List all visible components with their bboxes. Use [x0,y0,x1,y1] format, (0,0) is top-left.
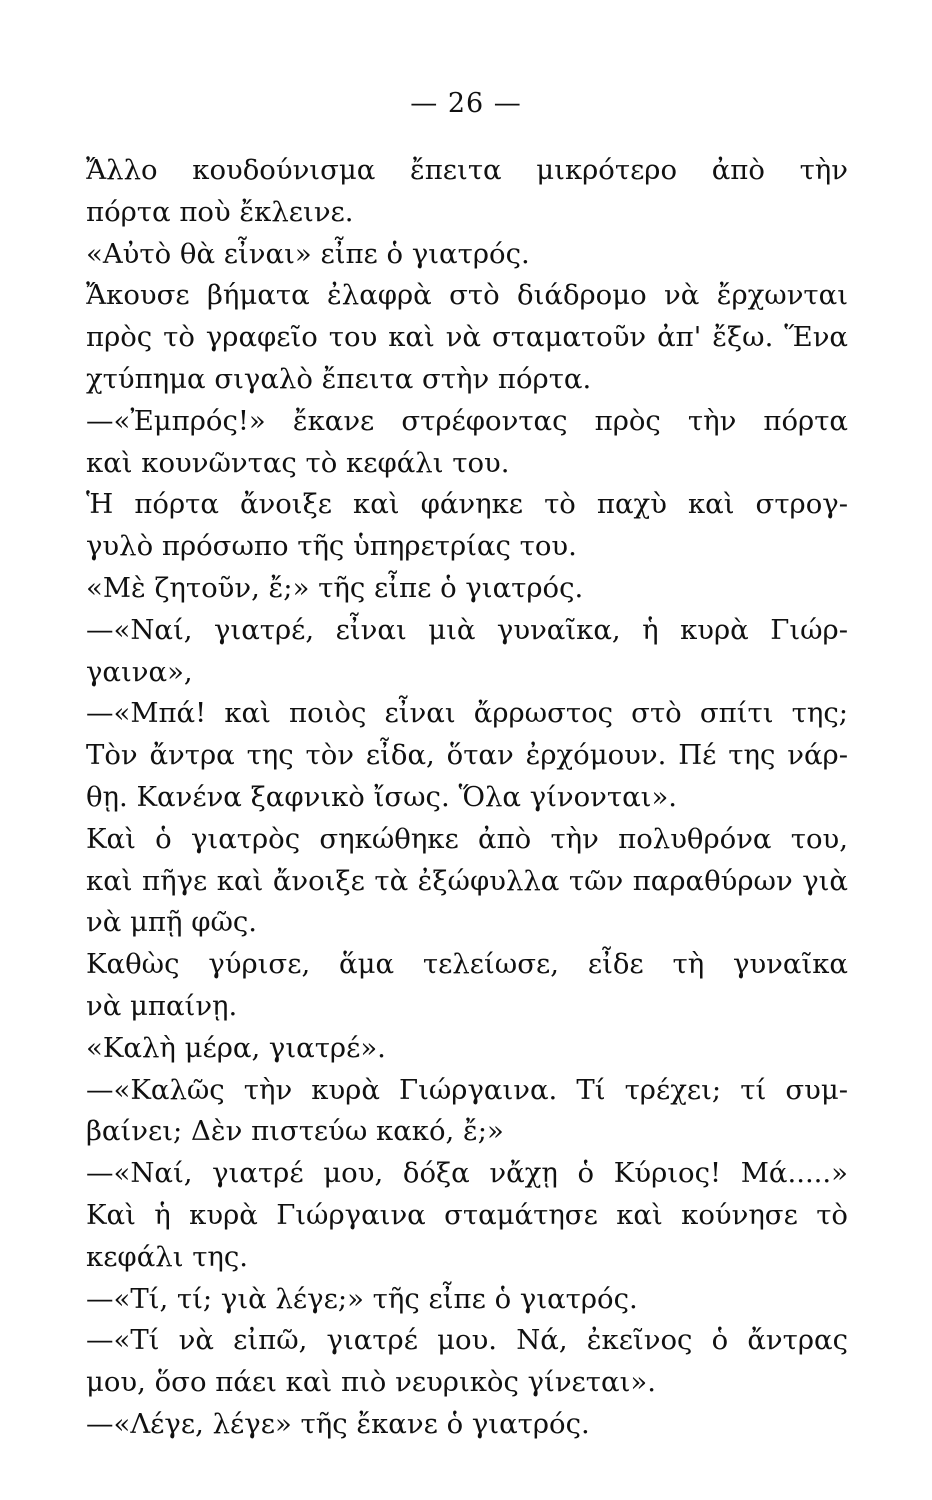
text-line: πρὸς τὸ γραφεῖο του καὶ νὰ σταματοῦν ἀπ' ἔξω. Ἕνα [86,321,848,354]
text-line: Ἡ πόρτα ἄνοιξε καὶ φάνηκε τὸ παχὺ καὶ στρογ- [86,488,848,521]
text-line: —«Καλῶς τὴν κυρὰ Γιώργαινα. Τί τρέχει; τί συμ- [86,1073,848,1106]
text-line: πόρτα ποὺ ἔκλεινε. [86,195,354,228]
text-line: καὶ πῆγε καὶ ἄνοιξε τὰ ἐξώφυλλα τῶν παραθύρων γιὰ [86,864,848,897]
text-line: —«Τί, τί; γιὰ λέγε;» τῆς εἶπε ὁ γιατρός. [86,1282,638,1315]
text-line: θῃ. Κανένα ξαφνικὸ ἴσως. Ὅλα γίνονται». [86,780,678,813]
text-line: —«Λέγε, λέγε» τῆς ἔκανε ὁ γιατρός. [86,1407,590,1440]
text-line: μου, ὅσο πάει καὶ πιὸ νευρικὸς γίνεται». [86,1366,656,1399]
text-line: «Μὲ ζητοῦν, ἔ;» τῆς εἶπε ὁ γιατρός. [86,571,584,604]
text-line: —«Ναί, γιατρέ μου, δόξα νἄχῃ ὁ Κύριος! Μά.....» [86,1157,848,1190]
text-line: —«Ναί, γιατρέ, εἶναι μιὰ γυναῖκα, ἡ κυρὰ Γιώρ- [86,613,848,646]
text-line: Τὸν ἄντρα της τὸν εἶδα, ὅταν ἐρχόμουν. Πέ της νάρ- [86,739,848,772]
text-line: —«Μπά! καὶ ποιὸς εἶναι ἄρρωστος στὸ σπίτι της; [86,697,848,730]
text-line: Ἄκουσε βήματα ἐλαφρὰ στὸ διάδρομο νὰ ἔρχωνται [86,279,848,312]
text-line: Καὶ ὁ γιατρὸς σηκώθηκε ἀπὸ τὴν πολυθρόνα του, [86,822,848,855]
page-number: — 26 — [410,88,522,119]
text-line: γαινα», [86,655,193,688]
body-text [86,150,848,1446]
text-line: γυλὸ πρόσωπο τῆς ὑπηρετρίας του. [86,530,577,563]
text-line: νὰ μπῇ φῶς. [86,906,258,939]
text-line: Ἄλλο κουδούνισμα ἔπειτα μικρότερο ἀπὸ τὴν [86,154,848,186]
text-line: «Αὐτὸ θὰ εἶναι» εἶπε ὁ γιατρός. [86,237,530,270]
text-line: καὶ κουνῶντας τὸ κεφάλι του. [86,446,510,479]
text-line: —«Ἐμπρός!» ἔκανε στρέφοντας πρὸς τὴν πόρτα [86,404,848,437]
text-line: Καὶ ἡ κυρὰ Γιώργαινα σταμάτησε καὶ κούνησε τὸ [86,1198,848,1231]
text-line: «Καλὴ μέρα, γιατρέ». [86,1031,386,1064]
text-line: —«Τί νὰ εἰπῶ, γιατρέ μου. Νά, ἐκεῖνος ὁ ἄντρας [86,1324,848,1357]
text-line: βαίνει; Δὲν πιστεύω κακό, ἔ;» [86,1115,504,1148]
text-line: Καθὼς γύρισε, ἅμα τελείωσε, εἶδε τὴ γυναῖκα [86,948,848,981]
text-line: νὰ μπαίνῃ. [86,989,238,1022]
text-line: χτύπημα σιγαλὸ ἔπειτα στὴν πόρτα. [86,362,592,395]
text-line: κεφάλι της. [86,1240,249,1273]
